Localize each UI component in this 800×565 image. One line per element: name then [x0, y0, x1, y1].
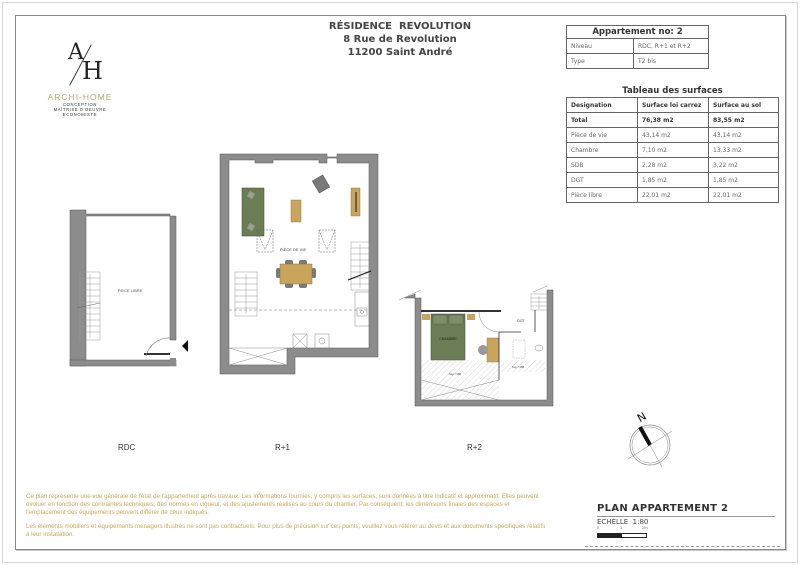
- room-label-r1: PIÈCE DE VIE: [279, 247, 307, 252]
- scale-tick-1: 1: [620, 526, 623, 530]
- cell: Chambre: [567, 143, 638, 158]
- table-row-total: [567, 113, 779, 128]
- table-row: [567, 143, 779, 158]
- disclaimer-text: [26, 493, 546, 545]
- scale-tick-2: 2m: [642, 526, 648, 530]
- column-header: Surface au sol: [709, 98, 779, 113]
- cell: 1,85 m2: [709, 173, 779, 188]
- cell: 83,55 m2: [709, 113, 779, 128]
- column-header: Surface loi carrez: [638, 98, 709, 113]
- north-label: N: [635, 409, 649, 426]
- cell: 3,22 m2: [709, 158, 779, 173]
- column-header: Designation: [567, 98, 638, 113]
- scale-tick-0: 0: [597, 526, 600, 530]
- logo-monogram: [50, 40, 110, 88]
- table-row: [567, 54, 709, 69]
- cell: 7,10 m2: [638, 143, 709, 158]
- logo-letter-a: A: [68, 40, 84, 65]
- surfaces-table: [566, 97, 779, 203]
- disclaimer-paragraph-2: Les éléments mobiliers et équipements ménagers illustrés ne sont pas contractuels. Pour plus de précision sur ces points, veuillez vous référer au devis et aux documents spécifiques relatifs à leur installation.: [26, 523, 546, 538]
- table-row: [567, 188, 779, 203]
- logo-subtitle-2: MAÎTRISE D'OEUVRE: [53, 107, 107, 112]
- plan-title: PLAN APPARTEMENT 2: [597, 503, 729, 514]
- table-row: [567, 173, 779, 188]
- residence-city: 11200 Saint André: [347, 47, 453, 58]
- apartment-title: Appartement no: 2: [567, 26, 709, 39]
- level-label-r2: R+2: [467, 443, 482, 452]
- title-divider: [597, 516, 775, 517]
- entrance-arrow-icon: [182, 340, 188, 352]
- apartment-info-table: [566, 25, 709, 69]
- residence-header: [280, 20, 520, 59]
- apartment-level-label: Niveau: [567, 39, 634, 54]
- table-row: [567, 39, 709, 54]
- level-label-r1: R+1: [275, 443, 290, 452]
- cell: 2,28 m2: [638, 158, 709, 173]
- room-label-rdc: PIECE LIBRE: [117, 288, 143, 293]
- apartment-type-value: T2 bis: [634, 54, 709, 69]
- apartment-level-value: RDC, R+1 et R+2: [634, 39, 709, 54]
- disclaimer-paragraph-1: Ce plan représente une vue générale de l'état de l'appartement après travaux. Les informations fournies, y compris les surfaces, sont données à titre indicatif et approximatif. Elles peuvent évoluer en fonction des contraintes techniques, des normes en vigueur, et des ajustements réalisés au cours du chantier. Par conséquent, les dimensions finales des espaces et l'emplacement des équipements peuvent différer de ceux indiqués.: [26, 493, 539, 516]
- floor-plan-rdc: [60, 200, 200, 372]
- north-compass-icon: [620, 405, 680, 475]
- hsp-label-1: hsp <180: [448, 372, 462, 376]
- cell: 76,38 m2: [638, 113, 709, 128]
- logo-name: ARCHI-HOME: [47, 92, 113, 102]
- cell: DGT: [567, 173, 638, 188]
- floor-plan-r2: [395, 280, 565, 415]
- level-label-rdc: RDC: [118, 443, 136, 452]
- logo-letter-h: H: [82, 57, 103, 85]
- room-label-chambre: CHAMBRE: [439, 337, 457, 341]
- apartment-type-label: Type: [567, 54, 634, 69]
- logo-subtitle-3: ECONOMISTE: [62, 112, 98, 117]
- room-label-dgt: DGT: [517, 319, 525, 323]
- table-row: [567, 128, 779, 143]
- cell: Total: [567, 113, 638, 128]
- cell: 43,14 m2: [638, 128, 709, 143]
- table-row: [567, 158, 779, 173]
- scale-bar: [597, 533, 647, 538]
- cell: 43,14 m2: [709, 128, 779, 143]
- cell: SDB: [567, 158, 638, 173]
- scale-label: ECHELLE 1:80: [597, 518, 649, 526]
- floor-plan-r1: [215, 150, 395, 382]
- archi-home-logo: [35, 40, 125, 117]
- hsp-label-2: hsp <180: [511, 365, 525, 369]
- residence-street: 8 Rue de Revolution: [343, 34, 457, 45]
- cell: Pièce libre: [567, 188, 638, 203]
- cell: Pièce de vie: [567, 128, 638, 143]
- cell: 22,01 m2: [638, 188, 709, 203]
- residence-name: RÉSIDENCE REVOLUTION: [328, 21, 472, 32]
- cell: 13,33 m2: [709, 143, 779, 158]
- cell: 1,85 m2: [638, 173, 709, 188]
- table-header-row: [567, 98, 779, 113]
- cell: 22,01 m2: [709, 188, 779, 203]
- surfaces-title: Tableau des surfaces: [622, 86, 723, 96]
- logo-subtitle-1: CONCEPTION: [63, 102, 97, 107]
- title-block-bottom-rule: [585, 546, 780, 547]
